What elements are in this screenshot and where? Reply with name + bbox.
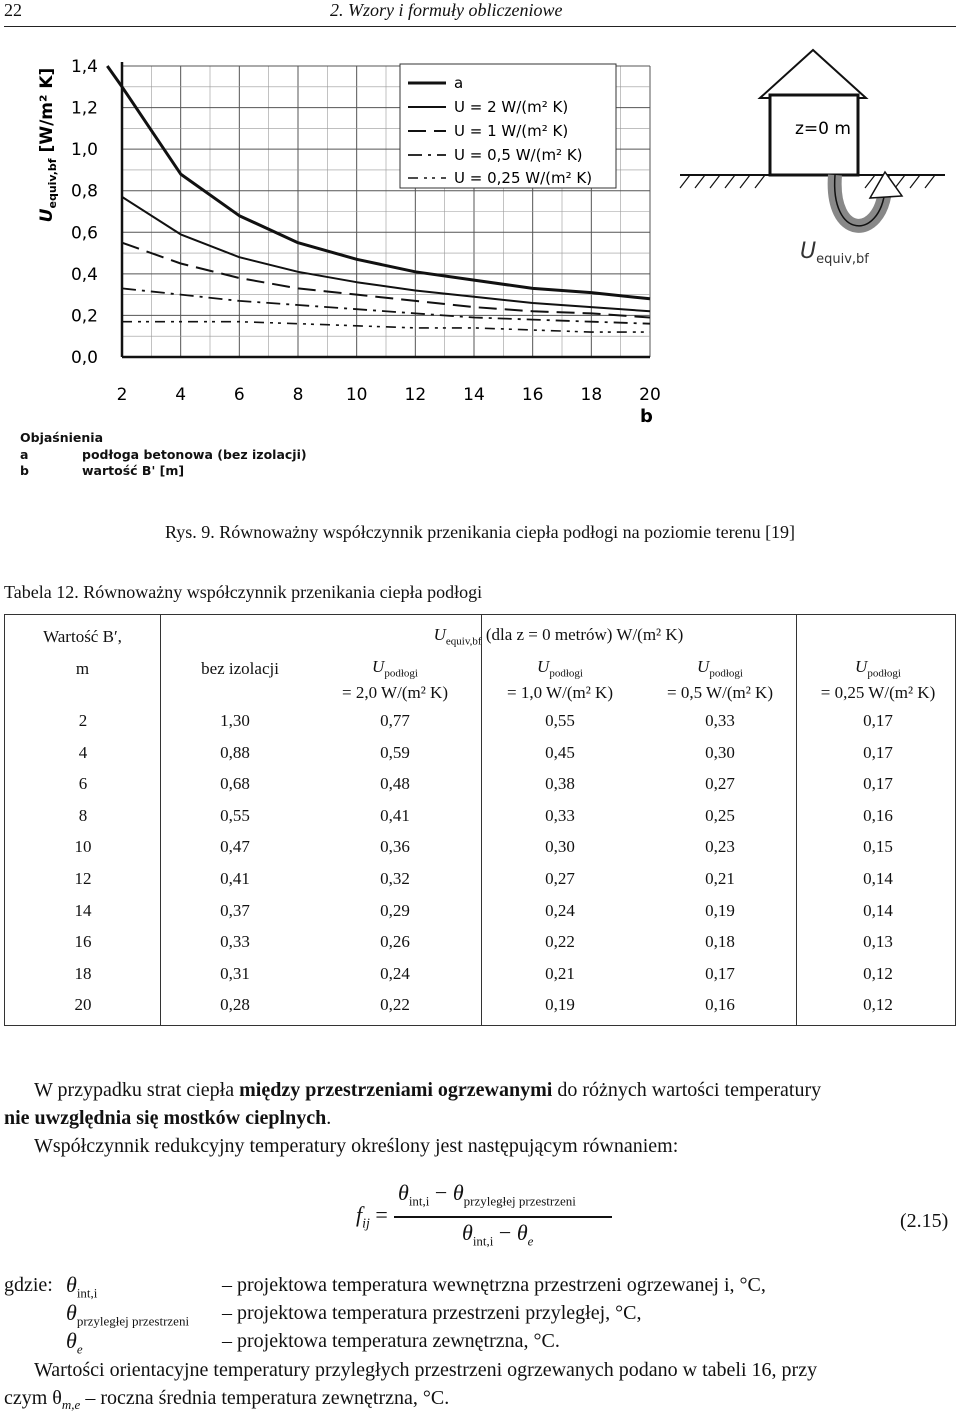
explanation-text-a: podłoga betonowa (bez izolacji) — [82, 447, 307, 462]
explanation-text-b: wartość B' [m] — [82, 463, 184, 478]
table-row-key: 14 — [33, 901, 133, 921]
legend-label: U = 1 W/(m² K) — [454, 122, 568, 140]
span-header: $U_{equiv,bf}$ (dla z = 0 metrów) W/(m² K) — [160, 625, 957, 651]
col3-header: $U_{podłogi}$ = 1,0 W/(m² K) — [485, 657, 635, 703]
y-tick-label: 1,4 — [71, 57, 98, 77]
table-cell: 0,17 — [828, 711, 928, 731]
table-cell: 0,22 — [345, 995, 445, 1015]
table-row-key: 12 — [33, 869, 133, 889]
table-cell: 0,17 — [670, 964, 770, 984]
table-cell: 0,17 — [828, 743, 928, 763]
paragraph-3: Wartości orientacyjne temperatury przyległych przestrzeni ogrzewanych podano w tabeli 16, przy — [34, 1356, 956, 1384]
table-cell: 0,41 — [185, 869, 285, 889]
x-tick-label: 6 — [234, 385, 245, 405]
def-desc-1: – projektowa temperatura wewnętrzna przestrzeni ogrzewanej i, °C, — [222, 1274, 766, 1297]
table-cell: 0,68 — [185, 774, 285, 794]
svg-text:Uequiv,bf[W/m² K] — [37, 68, 59, 223]
table-cell: 0,21 — [670, 869, 770, 889]
table-cell: 0,31 — [185, 964, 285, 984]
table-cell: 0,19 — [510, 995, 610, 1015]
equation-number: (2.15) — [900, 1210, 948, 1233]
table-cell: 0,77 — [345, 711, 445, 731]
table-cell: 0,33 — [670, 711, 770, 731]
legend-label: U = 0,5 W/(m² K) — [454, 146, 583, 164]
table-cell: 0,24 — [510, 901, 610, 921]
paragraph-1-cont: nie uwzględnia się mostków cieplnych. — [4, 1104, 956, 1132]
legend-label: U = 0,25 W/(m² K) — [454, 169, 592, 187]
table-cell: 0,13 — [828, 932, 928, 952]
table-cell: 0,45 — [510, 743, 610, 763]
table-cell: 0,19 — [670, 901, 770, 921]
x-tick-label: 4 — [175, 385, 186, 405]
table-cell: 0,21 — [510, 964, 610, 984]
col5-header: $U_{podłogi}$ = 0,25 W/(m² K) — [800, 657, 956, 703]
x-tick-label: 2 — [117, 385, 128, 405]
table-cell: 0,47 — [185, 837, 285, 857]
explanation-title: Objaśnienia — [20, 430, 103, 445]
header-rule — [4, 26, 956, 27]
x-tick-label: 10 — [346, 385, 368, 405]
table-cell: 0,22 — [510, 932, 610, 952]
table-cell: 0,26 — [345, 932, 445, 952]
def-desc-3: – projektowa temperatura zewnętrzna, °C. — [222, 1330, 560, 1353]
x-tick-label: 12 — [405, 385, 427, 405]
table-cell: 0,15 — [828, 837, 928, 857]
figure — [0, 40, 960, 510]
y-tick-label: 0,4 — [71, 265, 98, 285]
table-cell: 0,38 — [510, 774, 610, 794]
y-tick-label: 0,6 — [71, 223, 98, 243]
y-tick-label: 0,2 — [71, 306, 98, 326]
table-cell: 0,36 — [345, 837, 445, 857]
table-cell: 0,27 — [510, 869, 610, 889]
table-row-key: 8 — [33, 806, 133, 826]
table-cell: 0,14 — [828, 869, 928, 889]
paragraph-1: W przypadku strat ciepła między przestrzeniami ogrzewanymi do różnych wartości temperatury — [34, 1076, 956, 1104]
table-cell: 0,48 — [345, 774, 445, 794]
paragraph-3-cont: czym $\theta_{m,e}$ – roczna średnia temperatura zewnętrzna, °C. — [4, 1384, 956, 1419]
col0-header-line1: Wartość B′, — [5, 627, 160, 647]
legend-label: a — [454, 74, 463, 92]
table-cell: 0,28 — [185, 995, 285, 1015]
x-axis-label: b — [640, 406, 653, 427]
where-label: gdzie: — [4, 1274, 53, 1297]
y-axis-label-sub: equiv,bf — [46, 158, 59, 208]
y-tick-label: 1,0 — [71, 140, 98, 160]
chart — [0, 40, 960, 510]
table-cell: 0,59 — [345, 743, 445, 763]
page-number: 22 — [4, 0, 22, 21]
table-cell: 0,23 — [670, 837, 770, 857]
x-tick-label: 20 — [639, 385, 661, 405]
y-tick-label: 0,0 — [71, 348, 98, 368]
table-cell: 0,88 — [185, 743, 285, 763]
col2-header: $U_{podłogi}$ = 2,0 W/(m² K) — [315, 657, 475, 703]
table-cell: 0,55 — [185, 806, 285, 826]
table-row-key: 20 — [33, 995, 133, 1015]
def-desc-2: – projektowa temperatura przestrzeni przyległej, °C, — [222, 1302, 642, 1325]
table-cell: 0,12 — [828, 995, 928, 1015]
table-cell: 0,18 — [670, 932, 770, 952]
table-row-key: 2 — [33, 711, 133, 731]
figure-caption: Rys. 9. Równoważny współczynnik przenikania ciepła podłogi na poziomie terenu [19] — [0, 522, 960, 543]
y-axis-label: U — [37, 208, 57, 222]
x-tick-label: 14 — [463, 385, 485, 405]
def-symbol-3: $\theta_e$ — [66, 1328, 83, 1357]
table-row-key: 4 — [33, 743, 133, 763]
table-cell: 0,37 — [185, 901, 285, 921]
chapter-title: 2. Wzory i formuły obliczeniowe — [330, 0, 562, 21]
house-symbol: U — [800, 239, 816, 264]
table-cell: 0,16 — [828, 806, 928, 826]
x-tick-label: 18 — [581, 385, 603, 405]
data-table — [4, 614, 956, 1026]
table-cell: 0,30 — [510, 837, 610, 857]
col4-header: $U_{podłogi}$ = 0,5 W/(m² K) — [645, 657, 795, 703]
paragraph-2: Współczynnik redukcyjny temperatury określony jest następującym równaniem: — [34, 1132, 956, 1160]
table-cell: 0,33 — [510, 806, 610, 826]
table-row-key: 10 — [33, 837, 133, 857]
svg-text:Uequiv,bf — [800, 239, 869, 267]
table-cell: 0,12 — [828, 964, 928, 984]
table-cell: 0,16 — [670, 995, 770, 1015]
table-cell: 0,27 — [670, 774, 770, 794]
col0-header-line2: m — [5, 659, 160, 679]
explanation-key-b: b — [20, 463, 29, 478]
table-cell: 0,41 — [345, 806, 445, 826]
explanation-key-a: a — [20, 447, 28, 462]
table-cell: 0,25 — [670, 806, 770, 826]
table-row-key: 16 — [33, 932, 133, 952]
x-tick-label: 8 — [293, 385, 304, 405]
table-cell: 0,30 — [670, 743, 770, 763]
table-title: Tabela 12. Równoważny współczynnik przenikania ciepła podłogi — [4, 582, 482, 603]
table-cell: 0,24 — [345, 964, 445, 984]
y-axis-unit: [W/m² K] — [37, 68, 57, 153]
def-symbol-1: $\theta_{int,i}$ — [66, 1272, 97, 1301]
col1-header: bez izolacji — [175, 659, 305, 679]
table-cell: 0,32 — [345, 869, 445, 889]
def-symbol-2: $\theta_{przyległej przestrzeni}$ — [66, 1300, 189, 1329]
table-cell: 0,17 — [828, 774, 928, 794]
house-label: z=0 m — [795, 119, 851, 139]
house-symbol-sub: equiv,bf — [816, 252, 869, 267]
y-tick-label: 1,2 — [71, 99, 98, 119]
y-tick-label: 0,8 — [71, 182, 98, 202]
table-cell: 0,14 — [828, 901, 928, 921]
equation: $f_{ij}$ = $\theta_{int,i} - \theta_{przyległej przestrzeni}$ $\theta_{int,i} - \theta_e$ — [350, 1180, 650, 1250]
table-row-key: 6 — [33, 774, 133, 794]
table-row-key: 18 — [33, 964, 133, 984]
table-cell: 0,29 — [345, 901, 445, 921]
x-tick-label: 16 — [522, 385, 544, 405]
table-cell: 1,30 — [185, 711, 285, 731]
legend-label: U = 2 W/(m² K) — [454, 98, 568, 116]
house-illustration — [680, 50, 945, 267]
table-cell: 0,33 — [185, 932, 285, 952]
table-cell: 0,55 — [510, 711, 610, 731]
